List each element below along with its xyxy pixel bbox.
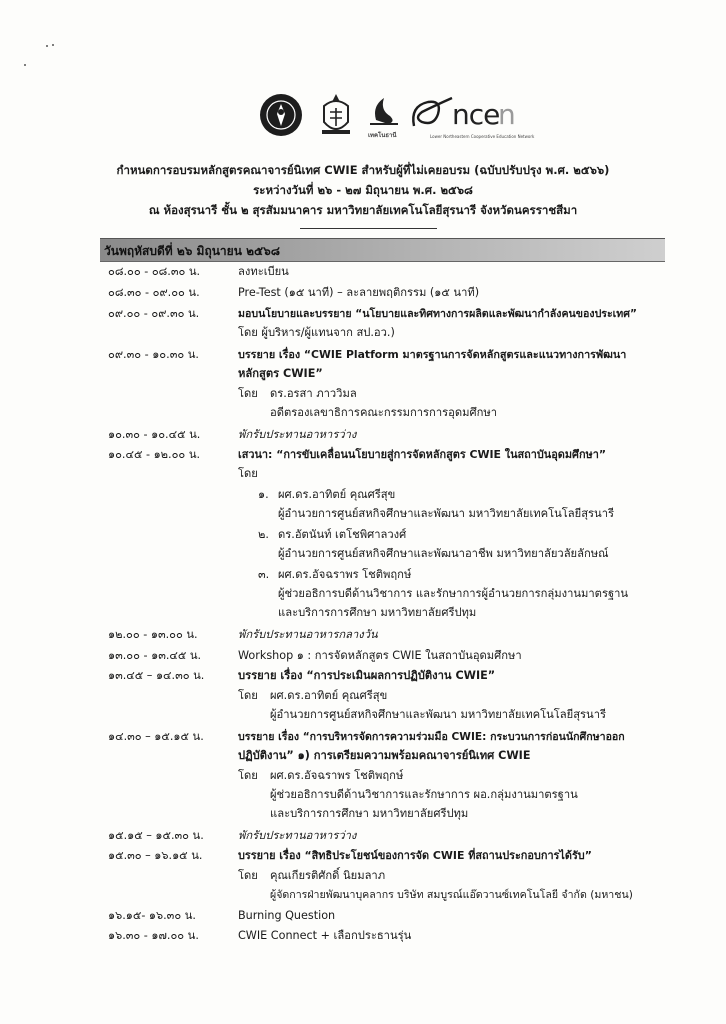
lncen-logo-suffix: n [498,98,515,131]
speaker-label: โดย [238,689,258,702]
royal-emblem-logo [316,92,356,138]
session-text: เสวนา: “การขับเคลื่อนนโยบายสู่การจัดหลักสูตร CWIE ในสถาบันอุดมศึกษา” [238,448,606,461]
speaker-label: โดย [238,467,258,480]
scan-speck [24,64,26,66]
session-text: มอบนโยบายและบรรยาย “นโยบายและทิศทางการผลิตและพัฒนากำลังคนของประเทศ” [238,308,637,320]
session-text: หลักสูตร CWIE” [238,367,323,380]
speaker-title: ผู้อำนวยการศูนย์สหกิจศึกษาและพัฒนาอาชีพ มหาวิทยาลัยวลัยลักษณ์ [278,547,609,560]
day-title: วันพฤหัสบดีที่ ๒๖ มิถุนายน ๒๕๖๘ [104,244,280,258]
day-header [100,238,665,262]
session-text: Workshop ๑ : การจัดหลักสูตร CWIE ในสถาบันอุดมศึกษา [238,649,522,662]
speaker-title: อดีตรองเลขาธิการคณะกรรมการการอุดมศึกษา [270,406,498,419]
session-text: บรรยาย เรื่อง “สิทธิประโยชน์ของการจัด CWIE ที่สถานประกอบการได้รับ” [238,849,592,862]
time-slot: ๑๔.๓๐ – ๑๕.๑๕ น. [108,730,204,743]
session-text: Pre-Test (๑๕ นาที) – ละลายพฤติกรรม (๑๕ นาที) [238,286,480,299]
time-slot: ๐๙.๐๐ - ๐๙.๓๐ น. [108,307,200,320]
title-underline [300,228,437,229]
time-slot: ๐๙.๓๐ - ๑๐.๓๐ น. [108,348,199,361]
time-slot: ๑๓.๐๐ - ๑๓.๔๕ น. [108,649,202,662]
logo-strip [0,92,726,142]
technopolis-logo [366,92,402,134]
speaker-name: ผศ.ดร.อาทิตย์ คุณศรีสุข [278,488,396,501]
time-slot: ๐๘.๐๐ - ๐๘.๓๐ น. [108,265,201,278]
speaker-title: ผู้จัดการฝ่ายพัฒนาบุคลากร บริษัท สมบูรณ์แอ๊ดวานซ์เทคโนโลยี จำกัด (มหาชน) [270,889,633,901]
time-slot: ๑๐.๓๐ - ๑๐.๔๕ น. [108,428,201,441]
panel-number: ๒. [258,528,269,541]
speaker-name: ผศ.ดร.อัจฉราพร โชติพฤกษ์ [270,769,404,782]
speaker-name: ดร.อรสา ภาววิมล [270,387,357,400]
speaker-name: ผศ.ดร.อัจฉราพร โชติพฤกษ์ [278,568,412,581]
scan-speck [46,45,48,47]
session-text: พักรับประทานอาหารว่าง [238,829,357,842]
time-slot: ๐๘.๓๐ - ๐๙.๐๐ น. [108,286,200,299]
time-slot: ๑๓.๔๕ – ๑๔.๓๐ น. [108,669,205,682]
panel-number: ๑. [258,488,269,501]
speaker-label: โดย [238,387,258,400]
speaker-title: ผู้ช่วยอธิการบดีด้านวิชาการและรักษาการ ผอ.กลุ่มงานมาตรฐาน [270,788,578,801]
scan-speck [52,44,54,46]
session-text: บรรยาย เรื่อง “การประเมินผลการปฏิบัติงาน CWIE” [238,669,496,682]
time-slot: ๑๖.๓๐ - ๑๗.๐๐ น. [108,929,199,942]
session-text: พักรับประทานอาหารกลางวัน [238,628,378,641]
technopolis-caption: เทคโนธานี [368,132,397,139]
speaker-name: ดร.อัตนันท์ เตโชพิศาลวงศ์ [278,528,407,541]
speaker-title: ผู้อำนวยการศูนย์สหกิจศึกษาและพัฒนา มหาวิทยาลัยเทคโนโลยีสุรนารี [270,708,606,721]
time-slot: ๑๒.๐๐ - ๑๓.๐๐ น. [108,628,198,641]
speaker-label: โดย [238,769,258,782]
lncen-caption: Lower Northeastern Cooperative Education Network [430,134,535,139]
session-text: พักรับประทานอาหารว่าง [238,428,357,441]
session-text: CWIE Connect + เลือกประธานรุ่น [238,929,412,942]
speaker-label: โดย [238,869,258,882]
speaker-name: คุณเกียรติศักดิ์ นิยมลาภ [270,869,386,882]
time-slot: ๑๕.๑๕ – ๑๕.๓๐ น. [108,829,204,842]
speaker-title: และบริการการศึกษา มหาวิทยาลัยศรีปทุม [278,606,477,619]
panel-number: ๓. [258,568,270,581]
session-text: บรรยาย เรื่อง “CWIE Platform มาตรฐานการจัดหลักสูตรและแนวทางการพัฒนา [238,348,627,361]
session-text: ปฏิบัติงาน” ๑) การเตรียมความพร้อมคณาจารย์นิเทศ CWIE [238,749,531,762]
session-text: Burning Question [238,909,336,922]
speaker-title: ผู้อำนวยการศูนย์สหกิจศึกษาและพัฒนา มหาวิทยาลัยเทคโนโลยีสุรนารี [278,507,614,520]
speaker-title: ผู้ช่วยอธิการบดีด้านวิชาการ และรักษาการผู้อำนวยการกลุ่มงานมาตรฐาน [278,587,629,600]
title-line-3: ณ ห้องสุรนารี ชั้น ๒ สุรสัมมนาคาร มหาวิทยาลัยเทคโนโลยีสุรนารี จังหวัดนครราชสีมา [148,203,578,217]
title-block [0,160,726,220]
university-seal-logo [258,92,304,138]
session-text: บรรยาย เรื่อง “การบริหารจัดการความร่วมมือ CWIE: กระบวนการก่อนนักศึกษาออก [238,731,625,743]
session-text: โดย ผู้บริหาร/ผู้แทนจาก สป.อว.) [238,326,395,339]
speaker-title: และบริการการศึกษา มหาวิทยาลัยศรีปทุม [270,807,469,820]
time-slot: ๑๖.๑๕- ๑๖.๓๐ น. [108,909,196,922]
title-line-1: กำหนดการอบรมหลักสูตรคณาจารย์นิเทศ CWIE สำหรับผู้ที่ไม่เคยอบรม (ฉบับปรับปรุง พ.ศ. ๒๕๖๖) [116,163,610,177]
session-text: ลงทะเบียน [238,265,289,278]
time-slot: ๑๐.๔๕ - ๑๒.๐๐ น. [108,448,201,461]
lncen-logo-text: nce [452,98,500,131]
time-slot: ๑๕.๓๐ – ๑๖.๑๕ น. [108,849,203,862]
title-line-2: ระหว่างวันที่ ๒๖ - ๒๗ มิถุนายน พ.ศ. ๒๕๖๘ [253,183,473,197]
speaker-name: ผศ.ดร.อาทิตย์ คุณศรีสุข [270,689,388,702]
